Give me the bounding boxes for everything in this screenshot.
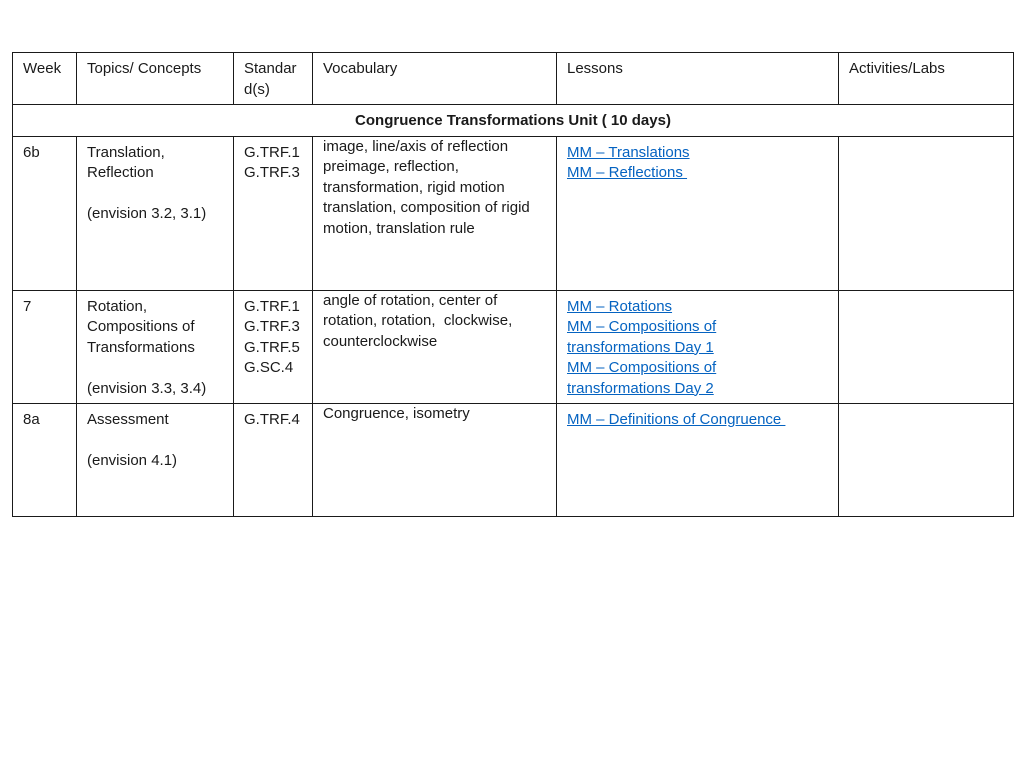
lesson-link-compositions-day1[interactable]: MM – Compositions of	[567, 318, 717, 335]
lesson-link-compositions-day2-cont[interactable]: transformations Day 2	[567, 379, 714, 397]
header-activities: Activities/Labs	[839, 53, 1014, 105]
standards-cell: G.TRF.4	[234, 404, 313, 517]
vocabulary-cell: Congruence, isometry	[313, 404, 557, 517]
lesson-link-compositions-day1-cont[interactable]: transformations Day 1	[567, 338, 714, 356]
week-cell: 8a	[13, 404, 77, 517]
lessons-cell	[557, 136, 839, 290]
header-topics: Topics/ Concepts	[77, 53, 234, 105]
standards-cell: G.TRF.1 G.TRF.3 G.TRF.5 G.SC.4	[234, 290, 313, 404]
header-row	[13, 53, 1014, 105]
unit-title: Congruence Transformations Unit ( 10 days)	[13, 105, 1014, 137]
lesson-link-translations[interactable]: MM – Translations	[567, 143, 690, 161]
table-row	[13, 404, 1014, 517]
lesson-link-compositions-day2[interactable]: MM – Compositions of	[567, 359, 717, 376]
topics-cell: Translation, Reflection (envision 3.2, 3.1)	[77, 136, 234, 290]
vocabulary-cell: angle of rotation, center of rotation, rotation, clockwise, counterclockwise	[313, 290, 557, 404]
header-lessons: Lessons	[557, 53, 839, 105]
table-row	[13, 136, 1014, 290]
standards-cell: G.TRF.1 G.TRF.3	[234, 136, 313, 290]
activities-cell	[839, 290, 1014, 404]
header-standards: Standar d(s)	[234, 53, 313, 105]
header-week: Week	[13, 53, 77, 105]
lessons-cell	[557, 404, 839, 517]
vocabulary-cell: image, line/axis of reflection preimage, reflection, transformation, rigid motion translation, composition of rigid motion, translation rule	[313, 136, 557, 290]
curriculum-table	[12, 52, 1014, 517]
activities-cell	[839, 136, 1014, 290]
topics-cell: Assessment (envision 4.1)	[77, 404, 234, 517]
lessons-cell	[557, 290, 839, 404]
week-cell: 7	[13, 290, 77, 404]
table-row	[13, 290, 1014, 404]
lesson-link-definitions-of-congruence[interactable]: MM – Definitions of Congruence	[567, 411, 786, 428]
lesson-link-reflections[interactable]: MM – Reflections	[567, 164, 688, 181]
activities-cell	[839, 404, 1014, 517]
week-cell: 6b	[13, 136, 77, 290]
lesson-link-rotations[interactable]: MM – Rotations	[567, 297, 673, 315]
topics-cell: Rotation, Compositions of Transformations (envision 3.3, 3.4)	[77, 290, 234, 404]
unit-title-row	[13, 105, 1014, 137]
header-vocabulary: Vocabulary	[313, 53, 557, 105]
